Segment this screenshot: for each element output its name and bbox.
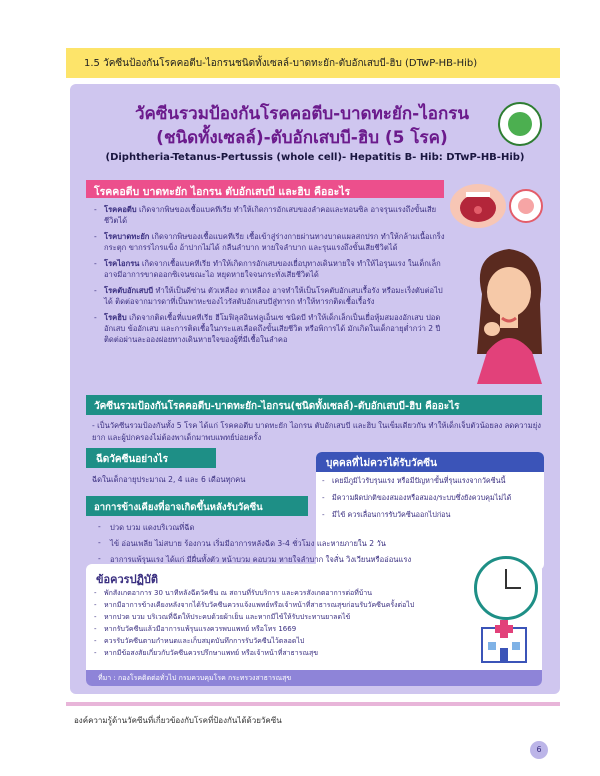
source-text: ที่มา : กองโรคติดต่อทั่วไป กรมควบคุมโรค กระทรวงสาธารณสุข	[98, 674, 292, 682]
side-effects-heading: อาการข้างเคียงที่อาจเกิดขึ้นหลังรับวัคซีน	[94, 502, 263, 513]
practice-box	[86, 564, 542, 686]
list-item: - ไข้ อ่อนเพลีย ไม่สบาย ร้องกวน เริ่มมีอาการหลังฉีด 3-4 ชั่วโมง และหายภายใน 2 วัน	[92, 538, 542, 550]
vaccine-heading: วัคซีนรวมป้องกันโรคคอตีบ-บาดทะยัก-ไอกรน(ชนิดทั้งเซลล์)-ตับอักเสบบี-ฮิบ คืออะไร	[94, 401, 460, 412]
disease-desc: เกิดจากติดเชื้อที่แบคทีเรีย ฮีโมฟิลุสอินฟลูเอ็นเซ ชนิดบี ทำให้เด็กเล็กเป็นเยื่อหุ้มสมองอักเสบ ปอดอักเสบ ข้ออักเสบ และการติดเชื้อในกระแสเลือดถึงขั้นเสียชีวิต หรือพิการได้ มักเกิดในเด็กอายุต่ำกว่า 2 ปี ติดต่อผ่านละอองฝอยทางเดินหายใจของผู้ที่มีเชื้อในลำคอ	[104, 313, 441, 344]
disease-desc: เกิดจากพิษของเชื้อแบคทีเรีย ทำให้เกิดการอักเสบของลำคอและทอนซิล อาจรุนแรงถึงขั้นเสียชีวิตได้	[104, 205, 437, 225]
disease-name: โรคตับอักเสบบี	[104, 286, 154, 295]
page-number: 6	[530, 741, 548, 759]
sick-girl-illustration-icon	[462, 234, 557, 384]
side-effects-list	[92, 522, 542, 570]
vaccine-poster	[70, 84, 560, 694]
poster-title-line1: วัคซีนรวมป้องกันโรคคอตีบ-บาดทะยัก-ไอกรน	[134, 104, 470, 124]
list-item: - มีความผิดปกติของสมองหรือสมอง/ระบบซึ่งยังควบคุมไม่ได้	[320, 493, 540, 504]
poster-title-box	[82, 94, 548, 154]
hospital-icon	[474, 618, 534, 664]
ministry-seal-icon	[498, 102, 542, 146]
schedule-text: ฉีดในเด็กอายุประมาณ 2, 4 และ 6 เดือนทุกคน	[92, 475, 246, 484]
list-item: - หากรับวัคซีนแล้วมีอาการแพ้รุนแรงควรพบแพทย์ หรือโทร 1669	[92, 624, 452, 634]
list-item: - หากมีข้อสงสัยเกี่ยวกับวัคซีนควรปรึกษาแพทย์ หรือเจ้าหน้าที่สาธารณสุข	[92, 648, 452, 658]
vaccine-heading-bar	[86, 395, 542, 415]
disease-item	[92, 258, 447, 280]
clock-icon	[474, 556, 538, 620]
list-item: - หากปวด บวม บริเวณที่ฉีดให้ประคบด้วยผ้าเย็น และหากมีไข้ให้รับประทานยาลดไข้	[92, 612, 452, 622]
list-item: - พักสังเกตอาการ 30 นาทีหลังฉีดวัคซีน ณ สถานที่รับบริการ และควรสังเกตอาการต่อที่บ้าน	[92, 588, 452, 598]
side-effects-heading-bar	[86, 496, 308, 516]
disease-name: โรคบาดทะยัก	[104, 232, 150, 241]
list-item: - อาการแพ้รุนแรง ได้แก่ มีผื่นทั้งตัว หน้าบวม คอบวม หายใจลำบาก ใจสั่น วิงเวียนหรืออ่อนแรง	[92, 554, 542, 566]
list-item: - ควรรับวัคซีนตามกำหนดและเก็บสมุดบันทึกการรับวัคซีนไว้ตลอดไป	[92, 636, 452, 646]
disease-desc: เกิดจากเชื้อแบคทีเรีย ทำให้เกิดการอักเสบของเยื่อบุทางเดินหายใจ ทำให้ไอรุนแรง ในเด็กเล็กอาจมีอาการขาดออกซิเจนขณะไอ หยุดหายใจจนกระทั่งเสียชีวิตได้	[104, 259, 441, 279]
throat-illustration-icon	[448, 182, 548, 230]
poster-title-line2: (ชนิดทั้งเซลล์)-ตับอักเสบบี-ฮิบ (5 โรค)	[156, 128, 448, 148]
list-item: - มีไข้ ควรเลื่อนการรับวัคซีนออกไปก่อน	[320, 510, 540, 521]
disease-definitions	[92, 204, 447, 350]
contraindications-heading: บุคคลที่ไม่ควรได้รับวัคซีน	[326, 458, 437, 469]
contraindications-heading-bar	[316, 452, 544, 472]
diseases-heading-bar	[86, 180, 444, 198]
source-bar	[86, 670, 542, 686]
schedule-heading-bar	[86, 448, 216, 468]
list-item: - เคยมีภูมิไวรับรุนแรง หรือมีปัญหาขั้นที่รุนแรงจากวัคซีนนี้	[320, 476, 540, 487]
disease-item	[92, 285, 447, 307]
disease-name: โรคคอตีบ	[104, 205, 137, 214]
section-header-bar	[66, 48, 560, 78]
disease-item	[92, 231, 447, 253]
footer-text: องค์ความรู้ด้านวัคซีนที่เกี่ยวข้องกับโรคที่ป้องกันได้ด้วยวัคซีน	[74, 716, 282, 725]
diseases-heading: โรคคอตีบ บาดทะยัก ไอกรน ตับอักเสบบี และฮิบ คืออะไร	[94, 186, 351, 198]
disease-name: โรคไอกรน	[104, 259, 140, 268]
disease-desc: เกิดจากพิษของเชื้อแบคทีเรีย เชื้อเข้าสู่ร่างกายผ่านทางบาดแผลสกปรก ทำให้กล้ามเนื้อเกร็งกระตุก ขากรรไกรแข็ง อ้าปากไม่ได้ กลืนลำบาก หายใจลำบาก และรุนแรงถึงขั้นเสียชีวิตได้	[104, 232, 445, 252]
contraindications-list	[320, 476, 540, 527]
vaccine-description: - เป็นวัคซีนรวมป้องกันทั้ง 5 โรค ได้แก่ โรคคอตีบ บาดทะยัก ไอกรน ตับอักเสบบี และฮิบ ในเข็มเดียวกัน ทำให้เด็กเจ็บตัวน้อยลง ลดความยุ่งยาก และผู้ปกครองไม่ต้องพาเด็กมาพบแพทย์บ่อยครั้ง	[92, 421, 541, 442]
poster-subtitle: (Diphtheria-Tetanus-Pertussis (whole cell)- Hepatitis B- Hib: DTwP-HB-Hib)	[105, 152, 525, 163]
practice-list	[92, 588, 452, 660]
disease-name: โรคฮิบ	[104, 313, 127, 322]
section-title: 1.5 วัคซีนป้องกันโรคคอตีบ-ไอกรนชนิดทั้งเซลล์-บาดทะยัก-ตับอักเสบบี-ฮิบ (DTwP-HB-Hib)	[84, 58, 478, 69]
footer-divider	[66, 702, 560, 706]
disease-item	[92, 312, 447, 345]
disease-item	[92, 204, 447, 226]
disease-desc: ทำให้เป็นดีซ่าน ตัวเหลือง ตาเหลือง อาจทำให้เป็นโรคตับอักเสบเรื้อรัง หรือมะเร็งตับต่อไปได้ ติดต่อจากมารดาที่เป็นพาหะของไวรัสตับอักเสบบีสู่ทารก ทำให้ทารกติดเชื้อเรื้อรัง	[104, 286, 443, 306]
list-item: - ปวด บวม แดงบริเวณที่ฉีด	[92, 522, 542, 534]
list-item: - หากมีอาการข้างเคียงหลังจากได้รับวัคซีนควรแจ้งแพทย์หรือเจ้าหน้าที่สาธารณสุขก่อนรับวัคซีนครั้งต่อไป	[92, 600, 452, 610]
schedule-heading: ฉีดวัคซีนอย่างไร	[96, 454, 168, 465]
practice-heading: ข้อควรปฏิบัติ	[96, 573, 159, 586]
